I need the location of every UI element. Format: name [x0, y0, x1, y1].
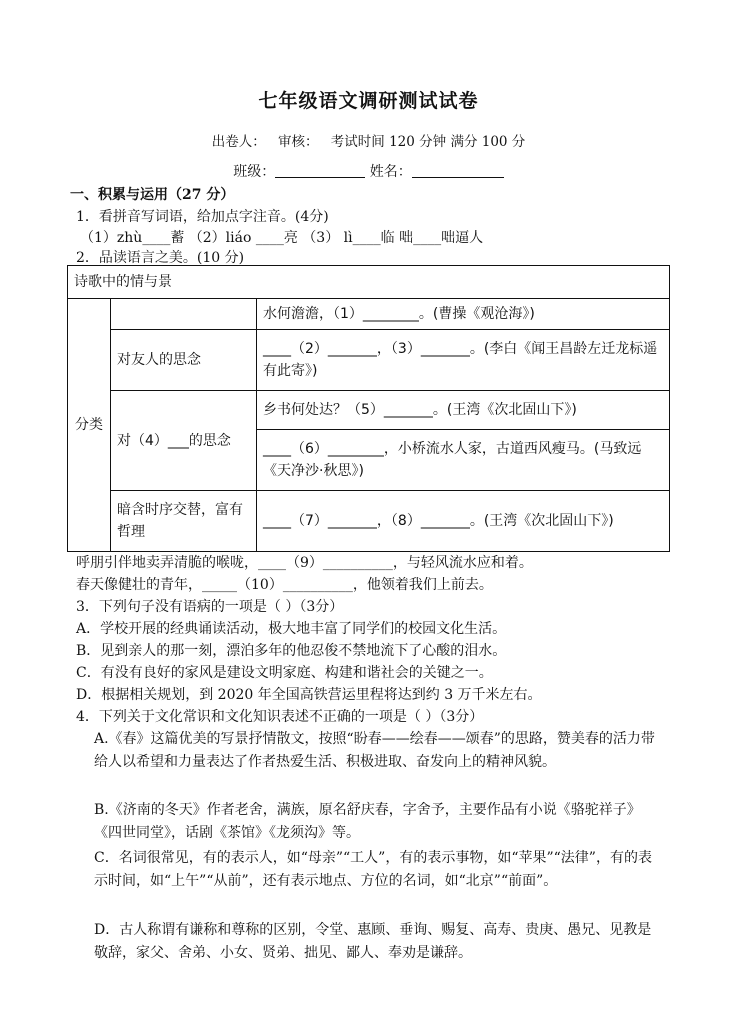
author-label: 出卷人：: [211, 134, 266, 150]
table-cat-friend: 对友人的思念: [111, 330, 257, 391]
name-label: 姓名：: [369, 164, 412, 180]
exam-meta: [0, 130, 737, 150]
question-3-option-a: A．学校开展的经典诵读活动，极大地丰富了同学们的校园文化生活。: [76, 621, 507, 637]
class-label: 班级：: [233, 164, 276, 180]
table-cat-empty: [111, 299, 257, 330]
table-head: 诗歌中的情与景: [68, 266, 670, 299]
section-heading: 一、积累与运用（27 分）: [70, 187, 235, 203]
question-4-option-c: C．名词很常见，有的表示人，如“母亲”“工人”，有的表示事物，如“苹果”“法律”，有的表示时间，如“上午”“从前”，还有表示地点、方位的名词，如“北京”“前面”。: [94, 850, 652, 889]
name-blank: [412, 163, 504, 178]
question-1-items: （1）zhù____蓄 （2）liáo ____亮 （3） lì____临 咄____咄逼人: [80, 230, 484, 246]
table-row-4: ____（6）________，小桥流水人家，古道西风瘦马。(马致远《天净沙·秋思》): [257, 430, 670, 491]
class-blank: [275, 163, 365, 178]
poem-table: [67, 265, 670, 552]
question-2: 2．品读语言之美。(10 分): [76, 250, 245, 266]
table-row-2: ____（2）_______，（3）_______。(李白《闻王昌龄左迁龙标遥有此寄》): [257, 330, 670, 391]
table-side-label: 分类: [68, 299, 111, 552]
question-3: 3．下列句子没有语病的一项是（ ）（3分）: [76, 599, 344, 615]
reviewer-label: 审核：: [278, 134, 319, 150]
fill-line-2: 春天像健壮的青年，_____（10）__________，他领着我们上前去。: [76, 577, 493, 593]
question-4-option-d: D．古人称谓有谦称和尊称的区别，令堂、惠顾、垂询、赐复、高寿、贵庚、愚兄、见教是敬辞，家父、舍弟、小女、贤弟、拙见、鄙人、奉劝是谦辞。: [94, 922, 652, 961]
table-row-5: ____（7）_______，（8）_______。(王湾《次北固山下》): [257, 491, 670, 552]
question-1: 1．看拼音写词语，给加点字注音。(4分): [76, 209, 329, 225]
question-3-option-d: D．根据相关规划，到 2020 年全国高铁营运里程将达到约 3 万千米左右。: [76, 687, 542, 703]
table-row-3: 乡书何处达？（5）_______。(王湾《次北固山下》): [257, 391, 670, 430]
fill-line-1: 呼朋引伴地卖弄清脆的喉咙，____（9）__________，与轻风流水应和着。: [76, 555, 533, 571]
table-cat-homesick: 对（4）___的思念: [111, 391, 257, 491]
question-4-option-a: A.《春》这篇优美的写景抒情散文，按照“盼春——绘春——颂春”的思路，赞美春的活力带给人以希望和力量表达了作者热爱生活、积极进取、奋发向上的精神风貌。: [94, 731, 655, 770]
class-name-line: [0, 161, 737, 181]
question-3-option-c: C．有没有良好的家风是建设文明家庭、构建和谐社会的关键之一。: [76, 665, 493, 681]
table-row-1: 水何澹澹，（1）________。(曹操《观沧海》): [257, 299, 670, 330]
question-4-option-b: B.《济南的冬天》作者老舍，满族，原名舒庆春，字舍予，主要作品有小说《骆驼祥子》《四世同堂》，话剧《茶馆》《龙须沟》等。: [94, 802, 641, 841]
question-3-option-b: B．见到亲人的那一刻，漂泊多年的他忍俊不禁地流下了心酸的泪水。: [76, 643, 507, 659]
page-title: 七年级语文调研测试试卷: [258, 90, 479, 112]
table-cat-philosophy: 暗含时序交替，富有哲理: [111, 491, 257, 552]
time-score: 考试时间 120 分钟 满分 100 分: [330, 134, 526, 150]
question-4: 4．下列关于文化常识和文化知识表述不正确的一项是（ ）（3分）: [76, 709, 484, 725]
